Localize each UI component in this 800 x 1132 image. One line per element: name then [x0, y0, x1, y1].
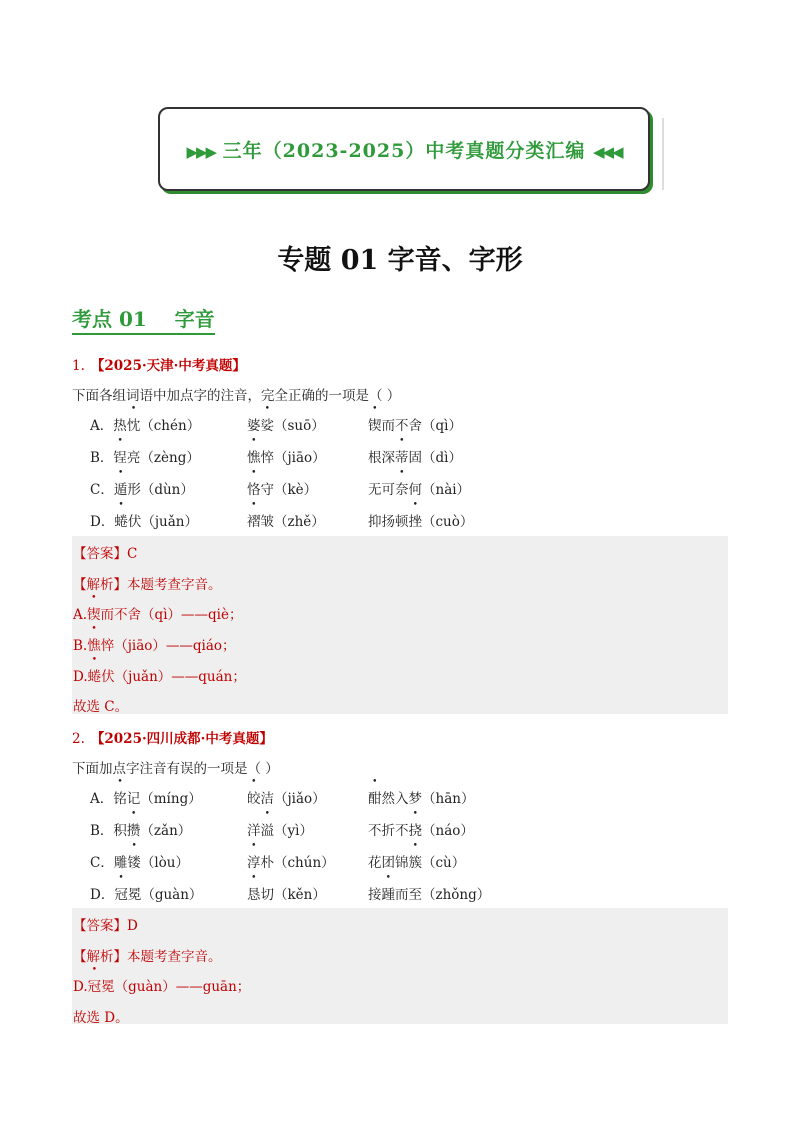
dotted-character: 酣	[368, 791, 382, 807]
word-text: B．	[90, 450, 114, 466]
header-banner	[158, 107, 650, 191]
word-text: 花团锦	[368, 855, 409, 871]
pinyin-text: 悴（jiāo）	[260, 450, 326, 466]
dotted-character: 簇	[408, 855, 422, 871]
question-source: 【2025·天津·中考真题】	[90, 358, 246, 374]
question-1-header	[72, 354, 246, 374]
option-b-word-3	[368, 446, 462, 466]
pinyin-text: 守（kè）	[260, 482, 318, 498]
dotted-character: 淳	[247, 855, 261, 871]
dotted-character: 铭	[113, 791, 127, 807]
question-source: 【2025·四川成都·中考真题】	[90, 731, 273, 747]
answer-box-2	[72, 908, 728, 1024]
question-number: 2.	[72, 731, 85, 747]
word-text: C．雕	[90, 855, 128, 871]
option-c-word-3	[368, 478, 470, 498]
dotted-character: 镂	[127, 855, 141, 871]
pinyin-text: （chén）	[140, 418, 201, 434]
pinyin-text: 朴（chún）	[260, 855, 335, 871]
option-letter: B.	[73, 638, 88, 654]
pinyin-text: 洁（jiǎo）	[260, 791, 326, 807]
analysis-line	[73, 975, 250, 995]
question-2-header	[72, 727, 273, 747]
conclusion-2: 故选 D。	[73, 1010, 129, 1026]
dotted-character: 挫	[408, 514, 422, 530]
option-letter: D.	[73, 669, 88, 685]
option-a-word-1	[90, 787, 202, 807]
pinyin-text: 亮（zèng）	[126, 450, 200, 466]
banner-title	[186, 136, 621, 163]
option-a-word-3	[368, 787, 474, 807]
pinyin-text: （yì）	[274, 823, 313, 839]
option-d-word-2	[247, 510, 325, 530]
pinyin-text: （zǎn）	[140, 823, 192, 839]
pinyin-text: 切（kěn）	[260, 887, 326, 903]
option-b-word-2	[247, 819, 313, 839]
question-number: 1.	[72, 358, 85, 374]
correction-text: 伏（juǎn）——quán；	[101, 669, 246, 685]
option-a-word-2	[247, 414, 325, 434]
option-a-word-1	[90, 414, 200, 434]
dotted-character: 锲	[87, 607, 101, 623]
option-d-word-3	[368, 510, 473, 530]
word-text: 根深	[368, 450, 395, 466]
option-c-word-2	[247, 851, 335, 871]
dotted-character: 皎	[247, 791, 261, 807]
correction-text: 悴（jiāo）——qiáo；	[100, 638, 236, 654]
option-b-word-1	[90, 819, 191, 839]
dotted-character: 攒	[126, 823, 141, 839]
option-d-word-2	[247, 883, 326, 903]
dotted-character: 憔	[247, 450, 261, 466]
dotted-character: 忱	[126, 418, 141, 434]
option-d-word-1	[90, 883, 202, 903]
pinyin-text: 冕（guàn）	[127, 887, 203, 903]
pinyin-text: 而至（zhǒng）	[395, 887, 491, 903]
option-b-word-2	[247, 446, 326, 466]
option-c-word-2	[247, 478, 317, 498]
pinyin-text: 记（míng）	[126, 791, 202, 807]
pinyin-text: （náo）	[422, 823, 474, 839]
option-b-word-3	[368, 819, 474, 839]
dotted-character: 锃	[113, 450, 127, 466]
dotted-character: 恳	[247, 887, 261, 903]
question-2-stem: 下面加点字注音有误的一项是（ ）	[72, 761, 279, 777]
option-c-word-1	[90, 851, 189, 871]
word-text: C．	[90, 482, 114, 498]
pinyin-text: （cuò）	[422, 514, 474, 530]
dotted-character: 蜷	[87, 669, 102, 685]
arrows-right-icon: ◀◀◀	[592, 142, 622, 161]
dotted-character: 蜷	[114, 514, 128, 530]
word-text: A．热	[90, 418, 127, 434]
dotted-character: 冠	[114, 887, 128, 903]
dotted-character: 溢	[260, 823, 274, 839]
analysis-line	[73, 665, 246, 685]
option-letter: D.	[73, 979, 88, 995]
word-text: D．	[90, 887, 115, 903]
pinyin-text: 伏（juǎn）	[127, 514, 198, 530]
word-text: A．	[90, 791, 114, 807]
analysis-line	[73, 603, 242, 623]
option-d-word-3	[368, 883, 490, 903]
option-b-word-1	[90, 446, 200, 466]
word-text: 洋	[247, 823, 261, 839]
dotted-character: 踵	[381, 887, 395, 903]
word-text: 无可	[368, 482, 395, 498]
dotted-character: 锲	[368, 418, 382, 434]
conclusion-1: 故选 C。	[73, 699, 129, 715]
option-letter: A.	[73, 607, 88, 623]
dotted-character: 蒂	[395, 450, 409, 466]
question-1-stem: 下面各组词语中加点字的注音，完全正确的一项是（ ）	[72, 388, 401, 404]
option-a-word-2	[247, 787, 326, 807]
dotted-character: 憔	[87, 638, 101, 654]
option-d-word-1	[90, 510, 198, 530]
pinyin-text: 而不舍（qì）	[381, 418, 462, 434]
pinyin-text: （suō）	[274, 418, 325, 434]
pinyin-text: 皱（zhě）	[260, 514, 325, 530]
section-heading: 考点 01 字音	[72, 303, 215, 335]
pinyin-text: 何（nài）	[408, 482, 471, 498]
pinyin-text: 形（dùn）	[127, 482, 194, 498]
word-text: 婆	[247, 418, 261, 434]
option-c-word-1	[90, 478, 194, 498]
answer-2: 【答案】D	[73, 918, 138, 934]
banner-text: 三年（2023-2025）中考真题分类汇编	[222, 139, 586, 162]
correction-text: 冕（guàn）——guān；	[101, 979, 251, 995]
word-text: 接	[368, 887, 382, 903]
dotted-character: 娑	[260, 418, 274, 434]
dotted-character: 冠	[87, 979, 102, 995]
pinyin-text: 然入梦（hān）	[381, 791, 475, 807]
dotted-character: 挠	[408, 823, 422, 839]
pinyin-text: （cù）	[422, 855, 466, 871]
word-text: 不折不	[368, 823, 409, 839]
dotted-character: 奈	[395, 482, 409, 498]
analysis-2: 【解析】本题考查字音。	[73, 949, 222, 965]
page-title: 专题 01 字音、字形	[277, 245, 523, 276]
option-a-word-3	[368, 414, 462, 434]
arrows-left-icon: ▶▶▶	[186, 142, 216, 161]
correction-text: 而不舍（qì）——qiè；	[100, 607, 243, 623]
banner-edge-divider	[662, 118, 664, 190]
analysis-line	[73, 634, 236, 654]
word-text: 抑扬顿	[368, 514, 409, 530]
answer-1: 【答案】C	[73, 546, 138, 562]
word-text: D．	[90, 514, 115, 530]
answer-box-1	[72, 536, 728, 714]
option-c-word-3	[368, 851, 465, 871]
dotted-character: 遁	[113, 482, 128, 498]
dotted-character: 褶	[247, 514, 261, 530]
dotted-character: 恪	[247, 482, 261, 498]
pinyin-text: 固（dì）	[408, 450, 462, 466]
pinyin-text: （lòu）	[140, 855, 189, 871]
analysis-1: 【解析】本题考查字音。	[73, 577, 222, 593]
word-text: B．积	[90, 823, 127, 839]
